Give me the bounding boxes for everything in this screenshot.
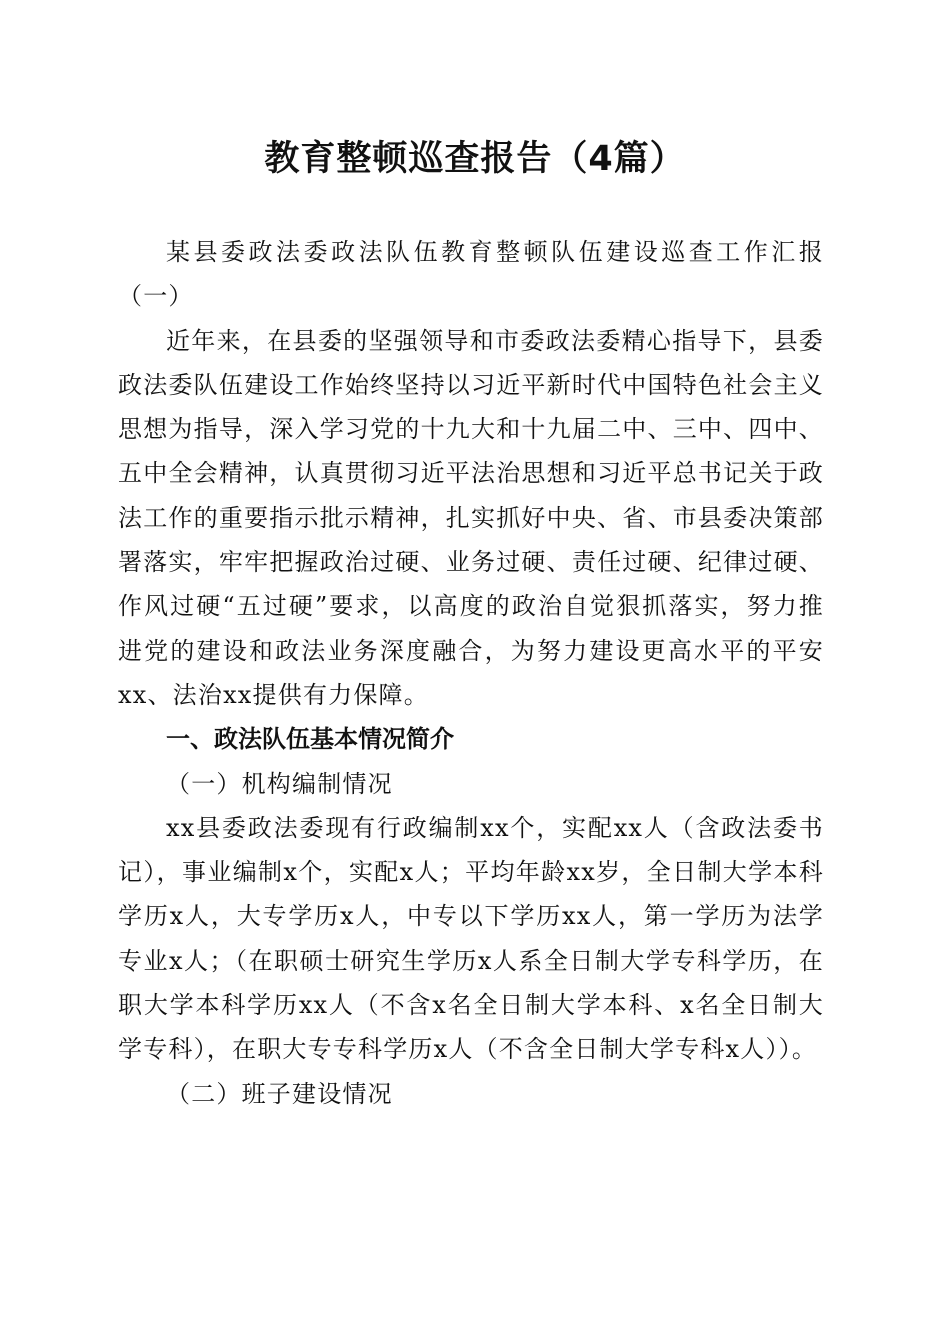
staffing-paragraph: xx县委政法委现有行政编制xx个，实配xx人（含政法委书记），事业编制x个，实配x人；平均年龄xx岁，全日制大学本科学历x人，大专学历x人，中专以下学历xx人，第一学历为法学专业x人；（在职硕士研究生学历x人系全日制大学专科学历，在职大学本科学历xx人（不含x名全日制大学本科、x名全日制大学专科），在职大专专科学历x人（不含全日制大学专科x人））。 xyxy=(118,813,824,1064)
subsection-heading-team-building: （二）班子建设情况 xyxy=(166,1079,393,1108)
document-title: 教育整顿巡查报告（4篇） xyxy=(264,139,686,179)
section-heading-basic-situation: 一、政法队伍基本情况简介 xyxy=(166,725,454,754)
report-subtitle-paragraph: 某县委政法委政法队伍教育整顿队伍建设巡查工作汇报（一） xyxy=(118,238,824,311)
intro-paragraph: 近年来，在县委的坚强领导和市委政法委精心指导下，县委政法委队伍建设工作始终坚持以习近平新时代中国特色社会主义思想为指导，深入学习党的十九大和十九届二中、三中、四中、五中全会精神，认真贯彻习近平法治思想和习近平总书记关于政法工作的重要指示批示精神，扎实抓好中央、省、市县委决策部署落实，牢牢把握政治过硬、业务过硬、责任过硬、纪律过硬、作风过硬“五过硬”要求，以高度的政治自觉狠抓落实，努力推进党的建设和政法业务深度融合，为努力建设更高水平的平安xx、法治xx提供有力保障。 xyxy=(118,326,824,709)
document-body xyxy=(118,230,824,1116)
subsection-heading-staffing: （一）机构编制情况 xyxy=(166,769,393,798)
